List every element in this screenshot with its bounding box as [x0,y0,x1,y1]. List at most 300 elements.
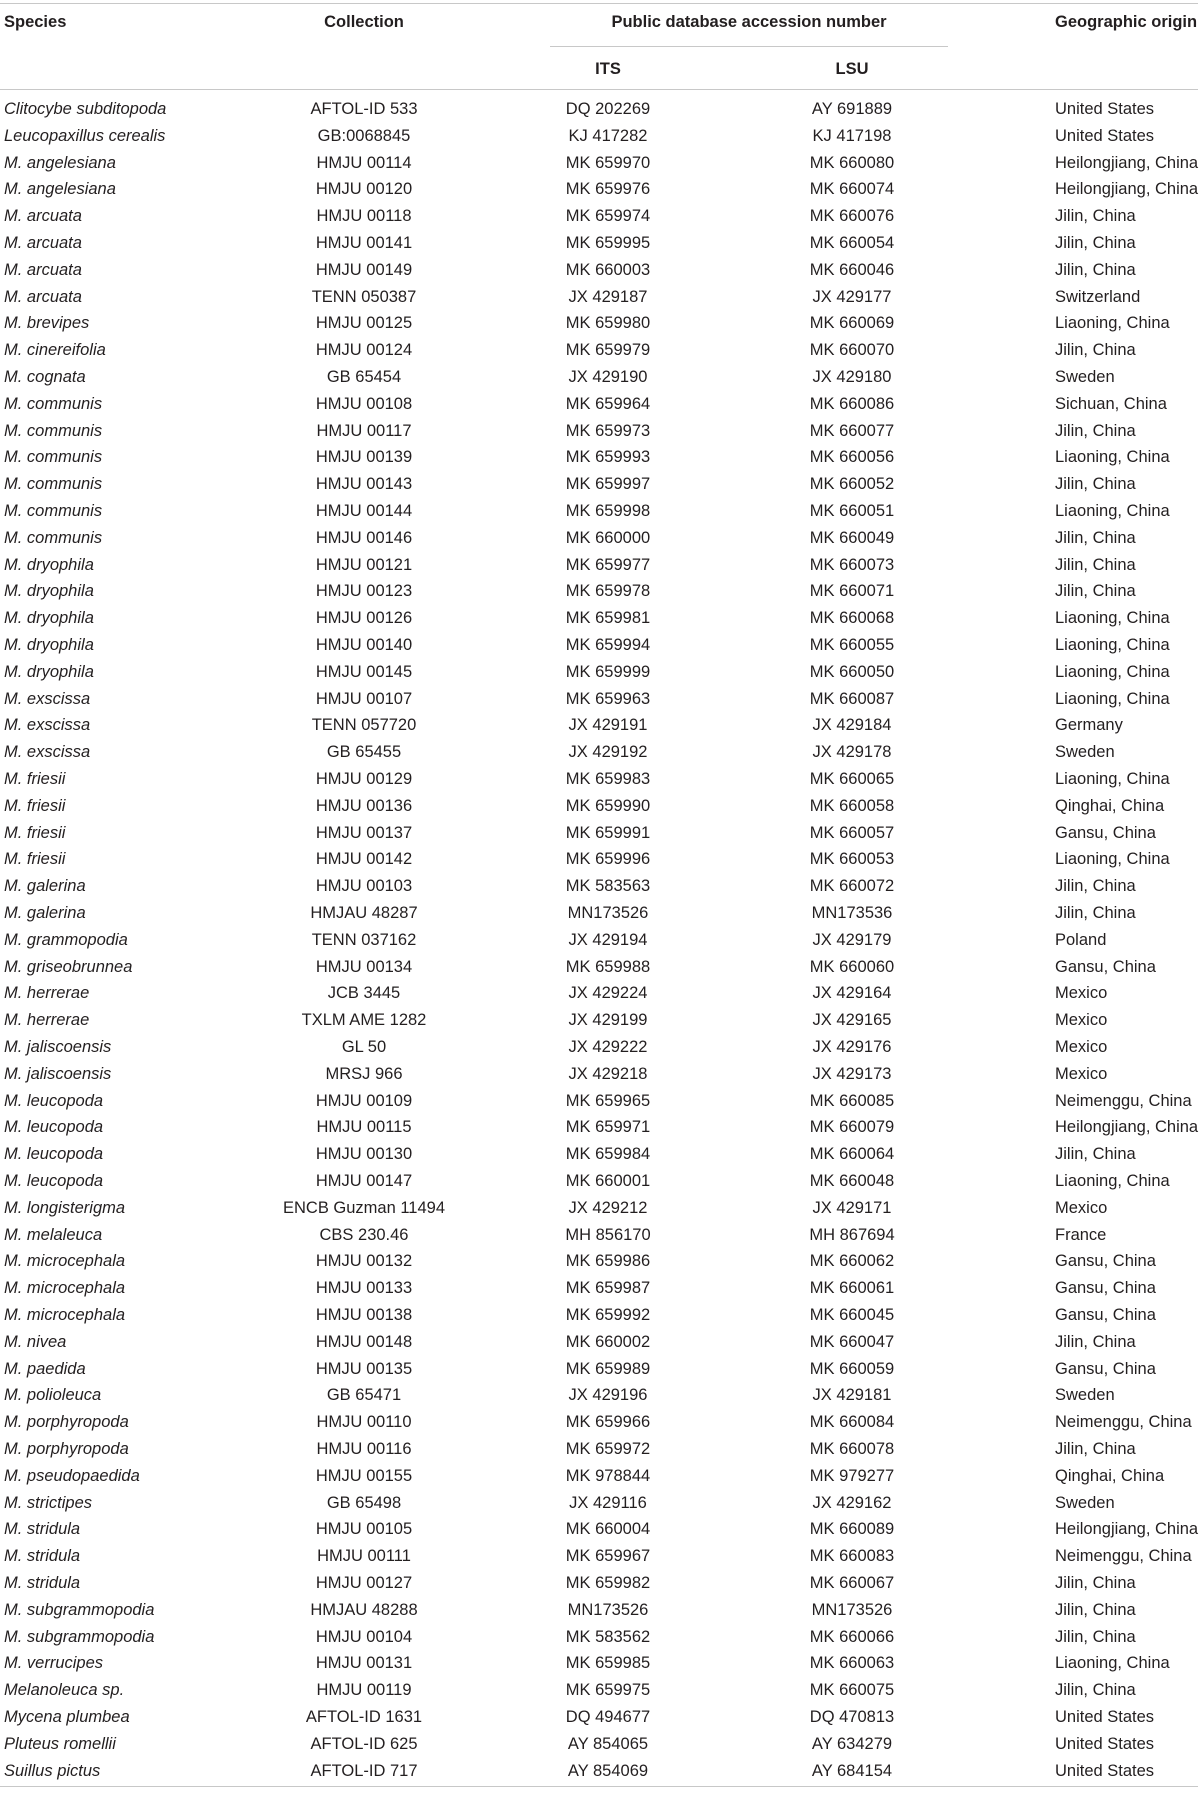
species-cell: M. dryophila [4,582,94,601]
its-cell-text: JX 429194 [568,930,648,949]
its-cell-text: MK 660000 [565,528,651,547]
geographic-origin-cell: Mexico [1055,984,1108,1003]
lsu-cell-text: DQ 470813 [809,1708,895,1726]
geographic-origin-cell: Mexico [1055,1011,1108,1030]
header-species: Species [4,13,67,31]
its-cell-text: KJ 417282 [568,126,648,145]
table-row [0,1409,1198,1436]
its-cell-text: MN173526 [567,1600,649,1619]
its-cell-text: MK 659980 [565,314,651,333]
table-row [0,686,1198,713]
its-cell-text: JX 429187 [568,287,648,306]
species-cell: M. arcuata [4,287,82,306]
collection-cell-text: AFTOL-ID 625 [310,1734,418,1753]
geographic-origin-cell: Jilin, China [1055,877,1136,896]
its-cell-text: JX 429224 [568,984,648,1003]
geographic-origin-cell: Liaoning, China [1055,1654,1170,1673]
species-cell: M. friesii [4,823,66,842]
collection-cell-text: HMJU 00109 [315,1091,413,1110]
accession-span-rule [550,46,948,47]
lsu-cell-text: MK 660056 [809,448,895,467]
species-cell: M. nivea [4,1332,67,1351]
collection-cell-text: HMJU 00141 [315,234,413,252]
geographic-origin-cell: Liaoning, China [1055,770,1170,788]
collection-cell-text: HMJU 00149 [315,260,413,279]
its-cell-text: MK 659995 [565,234,651,252]
lsu-cell-text: MK 660051 [809,502,895,520]
its-cell-text: MK 583562 [565,1627,651,1646]
table-row [0,310,1198,337]
collection-cell-text: HMJU 00144 [315,502,413,520]
collection-cell-text: HMJU 00125 [315,314,413,333]
lsu-cell-text: MK 660059 [809,1359,895,1378]
its-cell-text: MK 659994 [565,636,651,654]
geographic-origin-cell: Sweden [1055,1386,1115,1405]
lsu-cell-text: JX 429178 [812,743,892,762]
its-cell-text: MK 659964 [565,394,651,413]
its-cell-text: MK 659990 [565,796,651,815]
table-row [0,96,1198,123]
table-row [0,284,1198,311]
collection-cell-text: HMJU 00135 [315,1359,413,1378]
table-row [0,418,1198,445]
collection-cell-text: HMJU 00103 [315,877,413,896]
collection-cell-text: GB 65498 [326,1493,402,1512]
lsu-cell-text: MK 660075 [809,1681,895,1700]
its-cell-text: MK 659977 [565,555,651,574]
lsu-cell-text: MK 660084 [809,1413,895,1432]
lsu-cell-text: MN173526 [811,1600,893,1619]
geographic-origin-cell: Jilin, China [1055,234,1136,252]
lsu-cell-text: MK 660048 [809,1172,895,1190]
lsu-cell-text: MK 660060 [809,957,895,976]
table-row [0,1168,1198,1195]
lsu-cell-text: MN173536 [811,904,893,922]
species-cell: Suillus pictus [4,1761,101,1780]
collection-cell-text: HMJU 00105 [315,1520,413,1539]
its-cell-text: MK 659963 [565,689,651,708]
collection-cell-text: HMJU 00131 [315,1654,413,1673]
geographic-origin-cell: Sichuan, China [1055,394,1167,413]
species-cell: M. microcephala [4,1279,126,1298]
lsu-cell-text: MK 660085 [809,1091,895,1110]
lsu-cell-text: MK 660054 [809,234,895,252]
geographic-origin-cell: Jilin, China [1055,528,1136,547]
its-cell-text: MK 659972 [565,1440,651,1458]
species-cell: M. stridula [4,1520,81,1539]
lsu-cell-text: MK 660045 [809,1306,895,1324]
species-cell: Melanoleuca sp. [4,1681,125,1700]
species-cell: M. cinereifolia [4,341,106,360]
lsu-cell-text: MK 660083 [809,1547,895,1566]
species-cell: M. verrucipes [4,1654,104,1673]
collection-cell-text: HMJU 00119 [316,1681,412,1700]
lsu-cell-text: JX 429177 [812,287,892,306]
species-cell: M. porphyropoda [4,1440,129,1458]
geographic-origin-cell: Jilin, China [1055,1627,1136,1646]
species-cell: Leucopaxillus cerealis [4,126,166,145]
geographic-origin-cell: Neimenggu, China [1055,1413,1192,1432]
table-row [0,1570,1198,1597]
species-cell: M. leucopoda [4,1091,104,1110]
table-row [0,1061,1198,1088]
table-row [0,123,1198,150]
lsu-cell-text: MK 660087 [809,689,895,708]
species-cell: M. jaliscoensis [4,1064,112,1083]
its-cell-text: MK 659993 [565,448,651,467]
its-cell-text: JX 429218 [568,1064,648,1083]
species-cell: M. communis [4,394,103,413]
collection-cell-text: ENCB Guzman 11494 [282,1198,446,1217]
geographic-origin-cell: Liaoning, China [1055,662,1170,681]
lsu-cell-text: MK 660071 [809,582,895,601]
lsu-cell-text: JX 429180 [812,368,892,386]
species-cell: M. arcuata [4,260,82,279]
table-row [0,1356,1198,1383]
its-cell-text: MK 659981 [565,609,651,628]
collection-cell-text: TXLM AME 1282 [301,1011,427,1030]
geographic-origin-cell: Jilin, China [1055,555,1136,574]
its-cell-text: MK 978844 [565,1466,651,1485]
species-cell: M. microcephala [4,1306,126,1324]
table-row [0,632,1198,659]
its-cell-text: MK 660001 [565,1172,651,1190]
lsu-cell-text: MK 660073 [809,555,895,574]
table-row [0,927,1198,954]
lsu-cell-text: JX 429164 [812,984,892,1003]
lsu-cell-text: MK 660077 [809,421,895,440]
geographic-origin-cell: Jilin, China [1055,1681,1136,1700]
table-row [0,1141,1198,1168]
collection-cell-text: MRSJ 966 [325,1064,403,1083]
table-row [0,1248,1198,1275]
table-row [0,659,1198,686]
collection-cell-text: HMJU 00146 [315,528,413,547]
lsu-cell-text: MK 979277 [809,1466,895,1485]
its-cell-text: JX 429190 [568,368,648,386]
collection-cell-text: HMJU 00111 [317,1547,411,1566]
geographic-origin-cell: Heilongjiang, China [1055,180,1199,199]
species-cell: M. communis [4,448,103,467]
collection-cell-text: GB 65455 [326,743,402,762]
collection-cell-text: HMJU 00139 [315,448,413,467]
lsu-cell-text: MK 660057 [809,823,895,842]
table-row [0,578,1198,605]
species-cell: M. microcephala [4,1252,126,1271]
its-cell-text: MK 659983 [565,770,651,788]
table-row [0,873,1198,900]
table-row [0,471,1198,498]
species-cell: M. friesii [4,850,66,869]
table-row [0,820,1198,847]
its-cell-text: MK 659992 [565,1306,651,1324]
collection-cell-text: TENN 050387 [311,287,417,306]
species-cell: M. polioleuca [4,1386,102,1405]
its-cell-text: MK 659987 [565,1279,651,1298]
collection-cell-text: HMJU 00133 [315,1279,413,1298]
geographic-origin-cell: Jilin, China [1055,207,1136,226]
species-cell: M. angelesiana [4,153,116,172]
lsu-cell-text: MK 660055 [809,636,895,654]
its-cell-text: MK 660004 [565,1520,651,1539]
lsu-cell-text: MK 660076 [809,207,895,226]
its-cell-text: MK 659973 [565,421,651,440]
collection-cell-text: GB 65454 [326,368,402,386]
species-cell: M. strictipes [4,1493,93,1512]
collection-cell-text: HMJU 00118 [316,207,412,226]
table-row [0,1114,1198,1141]
geographic-origin-cell: Jilin, China [1055,1574,1136,1592]
lsu-cell-text: MK 660066 [809,1627,895,1646]
its-cell-text: JX 429212 [568,1198,648,1217]
collection-cell-text: HMJU 00114 [316,153,412,172]
collection-cell-text: HMJU 00130 [315,1145,413,1164]
geographic-origin-cell: Neimenggu, China [1055,1547,1192,1566]
lsu-cell-text: MK 660062 [809,1252,895,1271]
lsu-cell-text: JX 429179 [812,930,892,949]
table-row [0,203,1198,230]
species-cell: M. subgrammopodia [4,1627,155,1646]
collection-cell-text: HMJU 00145 [315,662,413,681]
its-cell-text: MK 659996 [565,850,651,869]
collection-cell-text: HMJU 00129 [315,770,413,788]
lsu-cell-text: MK 660046 [809,260,895,279]
species-cell: M. communis [4,475,103,494]
its-cell-text: MK 659978 [565,582,651,601]
species-cell: M. arcuata [4,234,82,252]
lsu-cell-text: JX 429171 [812,1198,892,1217]
lsu-cell-text: MK 660052 [809,475,895,494]
its-cell-text: MK 659982 [565,1574,651,1592]
collection-cell-text: HMJU 00117 [316,421,412,440]
lsu-cell-text: MK 660086 [809,394,895,413]
its-cell-text: MK 659975 [565,1681,651,1700]
table-row [0,230,1198,257]
species-cell: M. friesii [4,796,66,815]
its-cell-text: MK 660002 [565,1332,651,1351]
geographic-origin-cell: Jilin, China [1055,1440,1136,1458]
species-cell: M. exscissa [4,716,91,735]
collection-cell-text: GB 65471 [326,1386,402,1405]
header-its: ITS [595,60,621,78]
geographic-origin-cell: Jilin, China [1055,1332,1136,1351]
its-cell-text: MK 659966 [565,1413,651,1432]
geographic-origin-cell: Jilin, China [1055,1600,1136,1619]
geographic-origin-cell: Jilin, China [1055,475,1136,494]
species-cell: M. griseobrunnea [4,957,133,976]
species-cell: M. galerina [4,904,86,922]
collection-cell-text: HMJU 00116 [316,1440,412,1458]
species-cell: M. stridula [4,1547,81,1566]
species-cell: Clitocybe subditopoda [4,100,167,118]
its-cell-text: MK 659997 [565,475,651,494]
geographic-origin-cell: Liaoning, China [1055,609,1170,628]
table-top-rule [0,3,1198,4]
collection-cell-text: HMJU 00134 [315,957,413,976]
geographic-origin-cell: Mexico [1055,1198,1108,1217]
lsu-cell-text: MK 660078 [809,1440,895,1458]
table-row [0,954,1198,981]
table-bottom-rule [0,1786,1198,1787]
geographic-origin-cell: Liaoning, China [1055,1172,1170,1190]
lsu-cell-text: MK 660047 [809,1332,895,1351]
its-cell-text: MH 856170 [565,1225,651,1244]
geographic-origin-cell: United States [1055,1708,1155,1726]
table-row [0,1516,1198,1543]
lsu-cell-text: AY 634279 [811,1734,893,1753]
lsu-cell-text: MK 660063 [809,1654,895,1673]
collection-cell-text: TENN 037162 [311,930,417,949]
collection-cell-text: HMJU 00127 [315,1574,413,1592]
table-row [0,1195,1198,1222]
table-row [0,1222,1198,1249]
geographic-origin-cell: Switzerland [1055,287,1141,306]
its-cell-text: JX 429191 [568,716,648,735]
lsu-cell-text: MK 660053 [809,850,895,869]
table-row [0,900,1198,927]
geographic-origin-cell: Liaoning, China [1055,502,1170,520]
lsu-cell-text: JX 429184 [812,716,892,735]
table-row [0,391,1198,418]
its-cell-text: MK 659991 [565,823,651,842]
species-cell: M. dryophila [4,662,94,681]
geographic-origin-cell: Liaoning, China [1055,689,1170,708]
geographic-origin-cell: Qinghai, China [1055,796,1165,815]
its-cell-text: MK 659967 [565,1547,651,1566]
species-cell: M. leucopoda [4,1145,104,1164]
table-row [0,176,1198,203]
table-row [0,1490,1198,1517]
species-cell: M. communis [4,421,103,440]
geographic-origin-cell: Jilin, China [1055,582,1136,601]
geographic-origin-cell: Gansu, China [1055,957,1156,976]
geographic-origin-cell: Jilin, China [1055,904,1136,922]
header-geographic-origin: Geographic origin [1055,13,1198,31]
collection-cell-text: HMJU 00110 [316,1413,412,1432]
collection-cell-text: HMJU 00126 [315,609,413,628]
its-cell-text: MK 659979 [565,341,651,360]
species-cell: M. exscissa [4,743,91,762]
table-row [0,150,1198,177]
geographic-origin-cell: Jilin, China [1055,341,1136,360]
header-collection: Collection [324,13,404,31]
table-row [0,1677,1198,1704]
table-row [0,498,1198,525]
lsu-cell-text: JX 429162 [812,1493,892,1512]
table-row [0,1758,1198,1785]
geographic-origin-cell: Gansu, China [1055,1252,1156,1271]
geographic-origin-cell: Jilin, China [1055,421,1136,440]
table-row [0,1302,1198,1329]
its-cell-text: MK 659970 [565,153,651,172]
table-row [0,1624,1198,1651]
lsu-cell-text: MK 660050 [809,662,895,681]
geographic-origin-cell: Heilongjiang, China [1055,1520,1199,1539]
geographic-origin-cell: Liaoning, China [1055,314,1170,333]
its-cell-text: JX 429199 [568,1011,648,1030]
collection-cell-text: HMJU 00132 [315,1252,413,1271]
collection-cell-text: HMJU 00107 [315,689,413,708]
geographic-origin-cell: Liaoning, China [1055,850,1170,869]
geographic-origin-cell: Heilongjiang, China [1055,1118,1199,1137]
lsu-cell-text: MK 660058 [809,796,895,815]
species-cell: M. arcuata [4,207,82,226]
its-cell-text: AY 854065 [567,1734,649,1753]
its-cell-text: JX 429222 [568,1038,648,1056]
collection-cell-text: HMJU 00104 [315,1627,413,1646]
its-cell-text: DQ 202269 [565,100,651,118]
table-row [0,364,1198,391]
table-row [0,980,1198,1007]
lsu-cell-text: MK 660080 [809,153,895,172]
lsu-cell-text: MK 660049 [809,528,895,547]
collection-cell-text: HMJAU 48288 [310,1600,418,1619]
table-row [0,766,1198,793]
species-cell: M. pseudopaedida [4,1466,140,1485]
geographic-origin-cell: Liaoning, China [1055,448,1170,467]
table-row [0,552,1198,579]
species-cell: Pluteus romellii [4,1734,116,1753]
species-cell: M. jaliscoensis [4,1038,112,1056]
collection-cell-text: HMJU 00124 [315,341,413,360]
lsu-cell-text: MK 660061 [809,1279,895,1298]
table-row [0,1034,1198,1061]
table-row [0,1650,1198,1677]
geographic-origin-cell: Mexico [1055,1064,1108,1083]
lsu-cell-text: AY 691889 [811,100,893,118]
collection-cell-text: HMJU 00120 [315,180,413,199]
species-cell: M. dryophila [4,609,94,628]
species-cell: M. communis [4,528,103,547]
geographic-origin-cell: Poland [1055,930,1107,949]
lsu-cell-text: MK 660068 [809,609,895,628]
its-cell-text: MK 659976 [565,180,651,199]
lsu-cell-text: AY 684154 [811,1761,893,1780]
species-cell: M. paedida [4,1359,86,1378]
species-cell: M. herrerae [4,1011,90,1030]
table-row [0,1329,1198,1356]
collection-cell-text: HMJU 00148 [315,1332,413,1351]
geographic-origin-cell: Sweden [1055,743,1115,762]
lsu-cell-text: MK 660064 [809,1145,895,1164]
header-lsu: LSU [835,60,869,78]
lsu-cell-text: MK 660067 [809,1574,895,1592]
table-row [0,257,1198,284]
its-cell-text: JX 429192 [568,743,648,762]
geographic-origin-cell: Jilin, China [1055,1145,1136,1164]
geographic-origin-cell: Mexico [1055,1038,1108,1056]
lsu-cell-text: JX 429173 [812,1064,892,1083]
species-cell: Mycena plumbea [4,1708,130,1726]
collection-cell-text: HMJU 00108 [315,394,413,413]
species-cell: M. dryophila [4,555,94,574]
geographic-origin-cell: Qinghai, China [1055,1466,1165,1485]
its-cell-text: MK 583563 [565,877,651,896]
lsu-cell-text: MK 660072 [809,877,895,896]
lsu-cell-text: JX 429165 [812,1011,892,1030]
collection-cell-text: HMJU 00115 [316,1118,412,1137]
table-row [0,525,1198,552]
collection-cell-text: JCB 3445 [327,984,401,1003]
its-cell-text: MK 659971 [565,1118,651,1137]
geographic-origin-cell: Liaoning, China [1055,636,1170,654]
species-cell: M. brevipes [4,314,90,333]
table-row [0,1704,1198,1731]
its-cell-text: MK 659984 [565,1145,651,1164]
its-cell-text: DQ 494677 [565,1708,651,1726]
geographic-origin-cell: Gansu, China [1055,1306,1156,1324]
species-cell: M. stridula [4,1574,81,1592]
